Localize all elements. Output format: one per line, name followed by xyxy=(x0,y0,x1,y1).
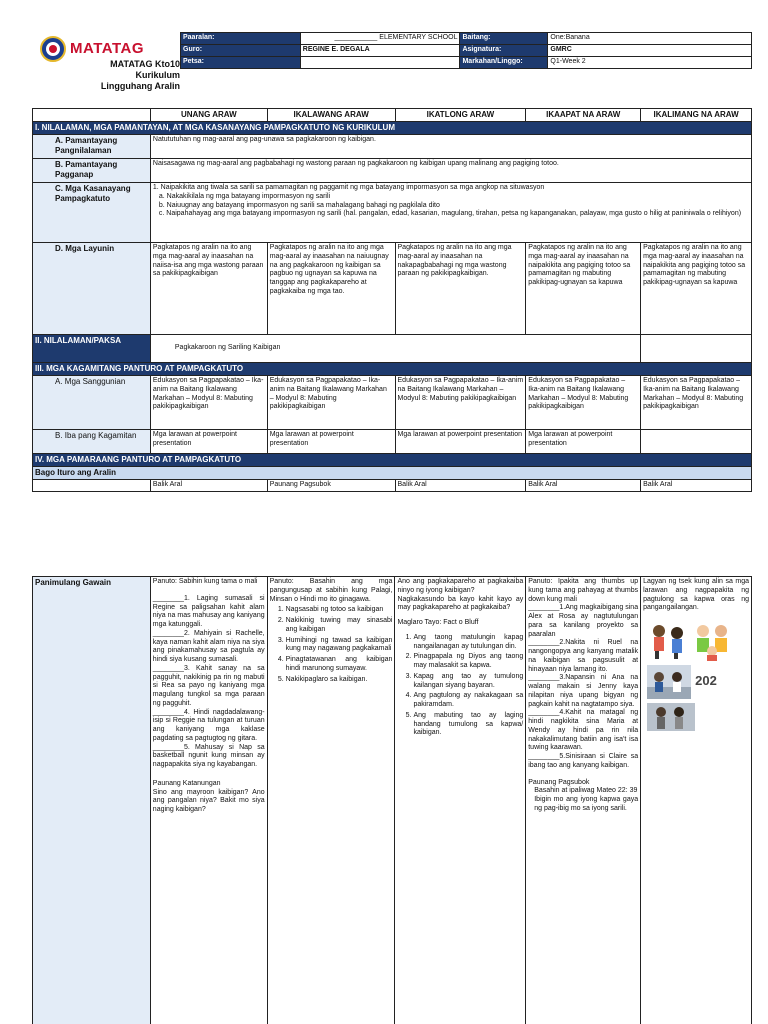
day-5-header: IKALIMANG NA ARAW xyxy=(641,109,752,122)
kasanayang-pampagkatuto-label: C. Mga Kasanayang Pampagkatuto xyxy=(33,183,151,243)
matatag-logo: MATATAG xyxy=(70,40,145,57)
header-info-table xyxy=(180,32,752,69)
plan-title: MATATAG Kto10 Kurikulum Lingguhang Aralin xyxy=(100,59,180,91)
asignatura-value: GMRC xyxy=(548,45,752,57)
kagamitan-day-3: Mga larawan at powerpoint presentation xyxy=(395,430,526,454)
paaralan-label: Paaralan: xyxy=(181,33,301,45)
day-3-header: IKATLONG ARAW xyxy=(395,109,526,122)
kagamitan-day-1: Mga larawan at powerpoint presentation xyxy=(150,430,267,454)
kagamitan-day-5 xyxy=(641,430,752,454)
section-3-title: III. MGA KAGAMITANG PANTURO AT PAMPAGKATUTO xyxy=(33,363,752,376)
section-4-title: IV. MGA PAMARAANG PANTURO AT PAMPAGKATUTO xyxy=(33,454,752,467)
day-1-header: UNANG ARAW xyxy=(150,109,267,122)
baitang-value: One:Banana xyxy=(548,33,752,45)
helping-pictures xyxy=(643,621,749,731)
pamantayang-pagganap-label: B. Pamantayang Pagganap xyxy=(33,159,151,183)
kagamitan-day-4: Mga larawan at powerpoint presentation xyxy=(526,430,641,454)
petsa-label: Petsa: xyxy=(181,57,301,69)
guro-label: Guro: xyxy=(181,45,301,57)
sanggunian-day-5: Edukasyon sa Pagpapakatao – Ika-anim na Baitang Ikalawang Markahan – Modyul 8: Mabuting pakikipagkaibigan xyxy=(641,376,752,430)
bago-ituro-label: Bago Ituro ang Aralin xyxy=(33,467,752,480)
sanggunian-day-1: Edukasyon sa Pagpapakatao – Ika-anim na Baitang Ikalawang Markahan – Modyul 8: Mabuting pakikipagkaibigan xyxy=(150,376,267,430)
asignatura-label: Asignatura: xyxy=(460,45,548,57)
guro-value: REGINE E. DEGALA xyxy=(300,45,460,57)
layunin-day-2: Pagkatapos ng aralin na ito ang mga mag-aaral ay inaasahan na naiuugnay na ang pagkakaroon ng kaibigan sa pagbuo ng ugnayan sa kapuwa na tanggap ang pagkakapareho at pagkakaiba ng mga tao. xyxy=(267,243,395,335)
sanggunian-day-2: Edukasyon sa Pagpapakatao – Ika-anim na Baitang Ikalawang Markahan – Modyul 8: Mabuting pakikipagkaibigan xyxy=(267,376,395,430)
sanggunian-day-3: Edukasyon sa Pagpapakatao – Ika-anim na Baitang Ikalawang Markahan – Modyul 8: Mabuting pakikipagkaibigan xyxy=(395,376,526,430)
layunin-day-5: Pagkatapos ng aralin na ito ang mga mag-aaral ay inaasahan na naipakikita ang pagiging totoo sa pamamagitan ng mabuting pakikipag-ugnayan sa kapuwa xyxy=(641,243,752,335)
petsa-value xyxy=(300,57,460,69)
lesson-plan-table xyxy=(32,108,752,492)
paaralan-value: ___________ ELEMENTARY SCHOOL xyxy=(300,33,460,45)
kagamitan-day-2: Mga larawan at powerpoint presentation xyxy=(267,430,395,454)
bago-ituro-day-1: Balik Aral xyxy=(150,480,267,492)
days-header-row xyxy=(33,109,752,122)
sanggunian-label: A. Mga Sanggunian xyxy=(33,376,151,430)
paksa-text: Pagkakaroon ng Sariling Kaibigan xyxy=(150,335,640,363)
picture-children-helping xyxy=(647,621,691,661)
picture-classroom xyxy=(647,665,691,699)
sanggunian-day-4: Edukasyon sa Pagpapakatao – Ika-anim na Baitang Ikalawang Markahan – Modyul 8: Mabuting pakikipagkaibigan xyxy=(526,376,641,430)
panimulang-day-2: Panuto: Basahin ang mga pangungusap at sabihin kung Palagi, Minsan o Hindi mo ito ginagawa. 1. Nagsasabi ng totoo sa kaibigan 2. Nakikinig tuwing may sinasabi ang kaibigan 3. Humihingi ng tawad sa kaibigan kung may nagawang pagkakamali 4. Pinagtatawanan ang kaibigan hindi marunong sumayaw. 5. Nakikipaglaro sa kaibigan. xyxy=(267,577,395,1024)
bago-ituro-day-2: Paunang Pagsubok xyxy=(267,480,395,492)
bago-ituro-day-5: Balik Aral xyxy=(641,480,752,492)
deped-seal-icon xyxy=(40,36,66,62)
panimulang-day-1: Panuto: Sabihin kung tama o mali ________1. Laging sumasali si Regine sa paligsahan kahit alam niya na mas mahusay ang kaniyang mga katunggali. ________2. Mahiyain si Rachelle, kaya naman kahit alam niya na siya ang pinakamahusay sa pagtula ay hindi siya kusang sumasali. ________3. Kahit sanay na sa pagguhit, nakikinig pa rin ng mabuti si Rea sa payo ng kaniyang mga magulang tungkol sa mga paraan ng pagguhit. ________4. Hindi nagdadalawang-isip si Reggie na tulungan at turuan ang kaniyang mga kaklase pagdating sa pagtugtog ng gitara. ________5. Mahusay si Nap sa basketball ngunit kung minsan ay nagpapakita siya ng kayabangan. Paunang Katanungan Sino ang mayroon kaibigan? Ano ang pangalan niya? Bakit mo siya naging kaibigan? xyxy=(150,577,267,1024)
day-4-header: IKAAPAT NA ARAW xyxy=(526,109,641,122)
section-2-title: II. NILALAMAN/PAKSA xyxy=(33,335,151,363)
baitang-label: Baitang: xyxy=(460,33,548,45)
day-2-header: IKALAWANG ARAW xyxy=(267,109,395,122)
panimulang-gawain-table xyxy=(32,576,752,1024)
panimulang-day-3: Ano ang pagkakapareho at pagkakaiba ninyo ng iyong kaibigan? Nagkakasundo ba kayo kahit kayo ay may pagkakapareho at pagkakaiba? Maglaro Tayo: Fact o Bluff 1. Ang taong matulungin kapag nangailanagan ay tutulungan din. 2. Pinagpapala ng Diyos ang taong may malasakit sa kapwa. 3. Kapag ang tao ay tumulong kailangan siyang bayaran. 4. Ang pagtulong ay nakakagaan sa pakiramdam. 5. Ang mabuting tao ay laging handang tumulong sa kapwa/ kaibigan. xyxy=(395,577,526,1024)
panimulang-gawain-label: Panimulang Gawain xyxy=(33,577,151,1024)
iba-pang-kagamitan-label: B. Iba pang Kagamitan xyxy=(33,430,151,454)
pamantayang-pagganap-text: Naisasagawa ng mag-aaral ang pagbabahagi ng wastong paraan ng pagkakaroon ng kaibigan upang malinang ang pagiging totoo. xyxy=(150,159,751,183)
layunin-day-4: Pagkatapos ng aralin na ito ang mga mag-aaral ay inaasahan na naipakikita ang pagiging totoo sa pamamagitan ng mabuting pakikipag-ugnayan sa kapuwa xyxy=(526,243,641,335)
markahan-value: Q1-Week 2 xyxy=(548,57,752,69)
pamantayang-pangnilalaman-text: Natututuhan ng mag-aaral ang pag-unawa sa pagkakaroon ng kaibigan. xyxy=(150,135,751,159)
layunin-day-3: Pagkatapos ng aralin na ito ang mga mag-aaral ay inaasahan na nakapagbabahagi ng mga wastong paraan ng pakikipagkaibigan. xyxy=(395,243,526,335)
kasanayang-pampagkatuto-text: 1. Naipakikita ang tiwala sa sarili sa pamamagitan ng paggamit ng mga batayang impormasyon sa mga angkop na situwasyon a. Nakakikilala ng mga batayang impormasyon ng sarili b. Naiuugnay ang batayang impormasyon ng sarili sa mahalagang bahagi ng pagkilala dito c. Naipahahayag ang mga batayang impormasyon ng sarili (hal. pangalan, edad, kasarian, magulang, tirahan, petsa ng kapanganakan, palayaw, mga gusto o hilig at paniniwala o relihiyon) xyxy=(150,183,751,243)
pamantayang-pangnilalaman-label: A. Pamantayang Pangnilalaman xyxy=(33,135,151,159)
layunin-day-1: Pagkatapos ng aralin na ito ang mga mag-aaral ay inaasahan na naiisa-isa ang mga wastong paraan sa pakikipagkaibigan xyxy=(150,243,267,335)
mga-layunin-label: D. Mga Layunin xyxy=(33,243,151,335)
panimulang-day-4: Panuto: Ipakita ang thumbs up kung tama ang pahayag at thumbs down kung mali ________1.Ang magkaibigang sina Alex at Rosa ay nagtutulungan para sa kanilang proyekto sa paaralan ________2.Nakita ni Ruel na nangongopya ang kanyang matalik na kaibigan sa pagsusulit at hinayaan niya lamang ito. ________3.Napansin ni Ana na walang makain si Jenny kaya nilapitan niya upang bigyan ng pagkain kahit na nagtatampo siya. ________4.Kahit na matagal ng hindi nagkikita sina Maria at Wendy ay hindi pa rin nila nakakalimutang batiin ang isa't isa tuwing kaarawan. ________5.Sinisiraan si Claire sa ibang tao ang kanyang kaibigan. Paunang Pagsubok Basahin at ipaliwag Mateo 22: 39 Ibigin mo ang iyong kapwa gaya ng pag-ibig mo sa iyong sarili. xyxy=(526,577,641,1024)
bago-ituro-day-4: Balik Aral xyxy=(526,480,641,492)
section-1-title: I. NILALAMAN, MGA PAMANTAYAN, AT MGA KASANAYANG PAMPAGKATUTO NG KURIKULUM xyxy=(33,122,752,135)
markahan-label: Markahan/Linggo: xyxy=(460,57,548,69)
bago-ituro-day-3: Balik Aral xyxy=(395,480,526,492)
header-logo-block xyxy=(30,32,180,94)
picture-kids-group xyxy=(693,621,733,661)
picture-children-playing xyxy=(647,703,695,731)
picture-photo-label: 202 xyxy=(695,673,717,688)
panimulang-day-5: Lagyan ng tsek kung alin sa mga larawan ang nagpapakita ng pagtulong sa kapwa oras ng pangangailangan. 202 xyxy=(641,577,752,1024)
